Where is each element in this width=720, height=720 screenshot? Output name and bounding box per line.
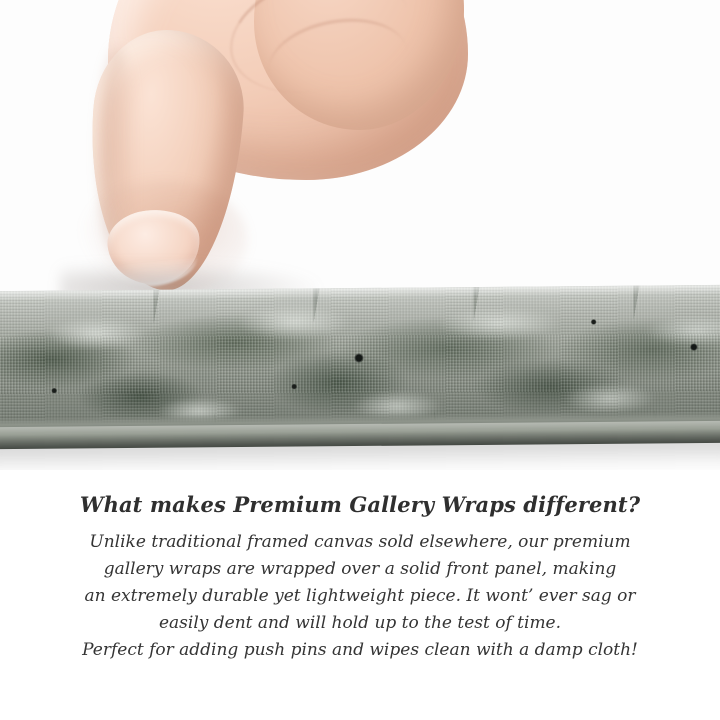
- caption-line: Perfect for adding push pins and wipes clean with a damp cloth!: [82, 640, 638, 660]
- caption-line: gallery wraps are wrapped over a solid front panel, making: [103, 559, 617, 579]
- caption-heading: What makes Premium Gallery Wraps different?: [79, 492, 641, 517]
- caption-line: Unlike traditional framed canvas sold elsewhere, our premium: [89, 532, 631, 552]
- caption-line: an extremely durable yet lightweight piece. It wont’ ever sag or: [84, 586, 636, 606]
- caption-block: [0, 492, 720, 664]
- canvas-wrap-edge: [0, 285, 720, 443]
- caption-line: easily dent and will hold up to the test of time.: [158, 613, 562, 633]
- canvas-drop-shadow: [0, 437, 720, 470]
- caption-body: [0, 529, 720, 664]
